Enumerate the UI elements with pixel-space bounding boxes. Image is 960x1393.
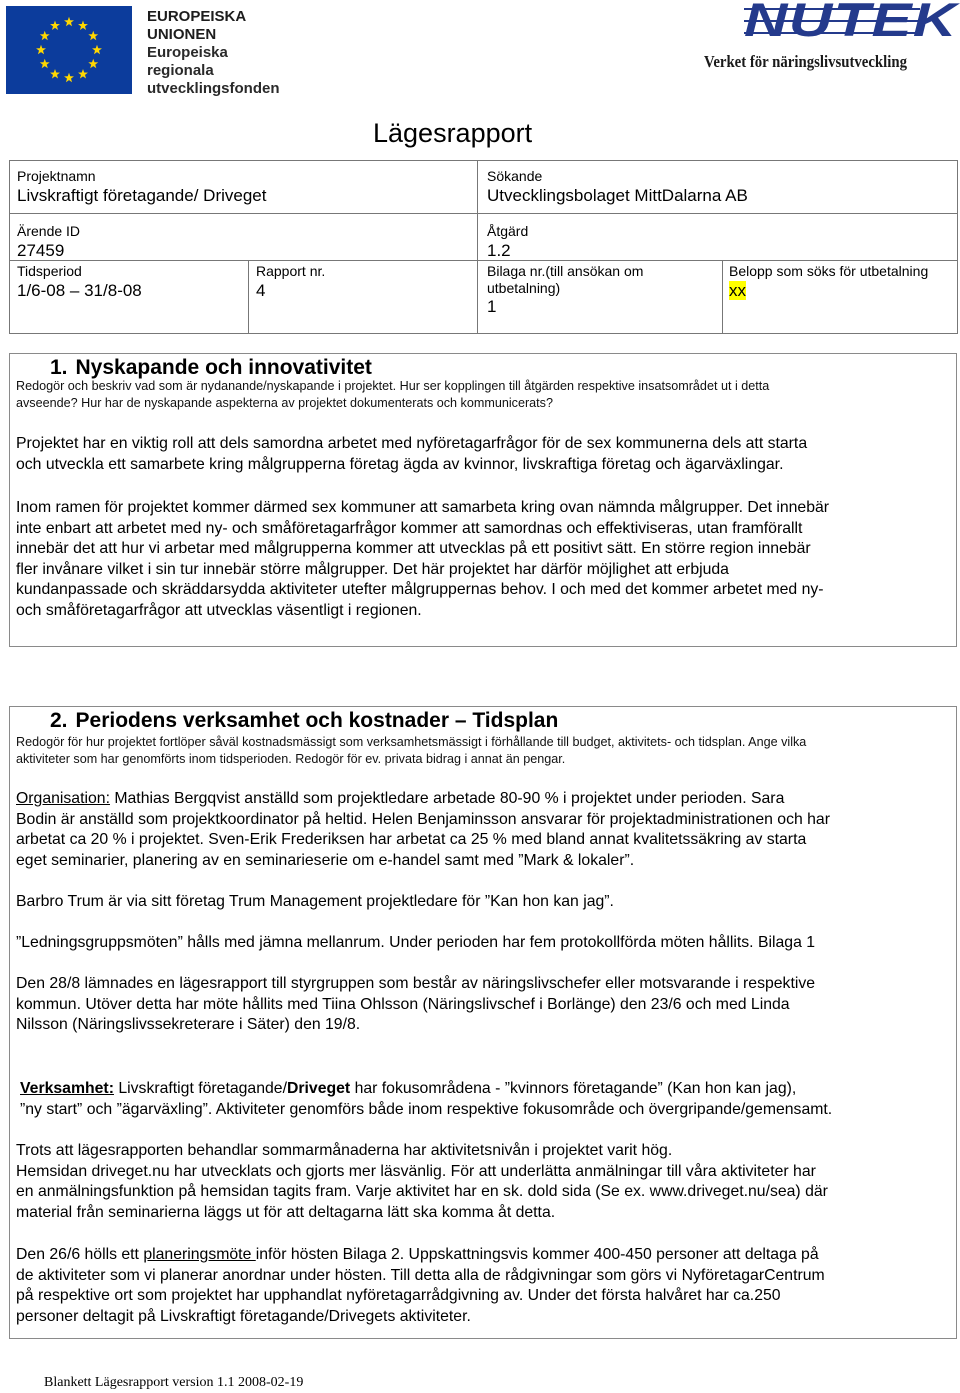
belopp-value [729,281,746,301]
section-1-title: Nyskapande och innovativitet [75,356,372,379]
text-line: och utveckla ett samarbete kring målgrupperna företag ägda av kvinnor, livskraftiga företag och ägarväxlingar. [16,455,784,473]
arende-value: 27459 [17,241,65,260]
eu-star-icon [78,69,88,78]
eu-star-icon [88,59,98,68]
text-line: arbetat ca 20 % i projektet. Sven-Erik Frederiksen har arbetat ca 25 % med bland annat kvalitetssäkring av starta [16,831,807,849]
text-span: Mathias Bergqvist anställd som projektledare arbetade 80-90 % i projektet under perioden. Sara [109,790,785,807]
section-1-para-2 [16,498,829,622]
eu-star-icon [64,73,74,82]
table-rule [248,260,249,334]
text-line: de aktiviteter som vi planerar anordnar under hösten. Till detta alla de rådgivningar som görs vi NyföretagarCentrum [16,1266,825,1284]
text-line: Den 28/8 lämnades en lägesrapport till styrgruppen som består av näringslivschefer eller motsvarande i respektive [16,975,816,992]
text-line: Trots att lägesrapporten behandlar sommarmånaderna har aktivitetsnivån i projektet varit hög. [16,1142,673,1159]
eu-star-icon [64,17,74,26]
planering-para [16,1245,825,1327]
text-line: kundanpassade och skräddarsydda aktiviteter utefter målgruppernas behov. I och med det kommer arbetet med ny- [16,581,824,599]
text-span: inför hösten Bilaga 2. Uppskattningsvis kommer 400-450 personer att deltaga på [255,1246,819,1263]
barbro-para: Barbro Trum är via sitt företag Trum Management projektledare för ”Kan hon kan jag”. [16,893,614,910]
text-line [16,1245,825,1266]
text-line: innebär det att hur vi arbetar med målgrupperna kommer att utvecklas på ett positivt sätt. En större region innebär [16,540,811,558]
section-2-heading [50,709,558,733]
text-line: fler invånare vilket i sin tur innebär större målgrupper. Det här projektet har därför möjlighet att erbjuda [16,560,729,578]
section-2-instructions [16,734,806,767]
eu-star-icon [92,45,102,54]
text-line: på respektive ort som projektet har upphandlat nyföretagarrådgivning av. Under det första halvåret har ca.250 [16,1287,781,1305]
planeringsmote-link: planeringsmöte [143,1246,256,1263]
tidsperiod-value: 1/6-08 – 31/8-08 [17,281,142,300]
text-span: Livskraftigt företagande/ [113,1080,287,1097]
text-line: eget seminarier, planering av en seminarieserie om e-handel samt med ”Mark & lokaler”. [16,851,635,869]
text-line: och småföretagarfrågor att utvecklas väsentligt i regionen. [16,601,422,619]
text-line: en anmälningsfunktion på hemsidan tagits fram. Varje aktivitet har en sk. dold sida (Se ex. www.driveget.nu/sea) där [16,1183,828,1201]
text-line: material från seminarierna läggs ut för att deltagarna lätt ska komma åt detta. [16,1203,556,1221]
table-rule [957,160,958,334]
nutek-logo [700,0,956,80]
bilaga-value: 1 [487,297,497,316]
text-line: kommun. Utöver detta har möte hållits med Tiina Ohlsson (Näringslivschef i Borlänge) den 23/6 och med Linda [16,995,790,1013]
text-line: Hemsidan driveget.nu har utvecklats och gjorts mer läsvänlig. För att underlätta anmälningar till våra aktiviteter har [16,1162,816,1180]
table-rule [9,333,958,334]
eu-line-5: utvecklingsfonden [147,80,280,97]
text-span: Den 26/6 hölls ett [16,1246,144,1263]
table-rule [477,160,478,334]
text-span: har fokusområdena - ”kvinnors företagande” (Kan hon kan jag), [350,1080,797,1097]
instruction-line: Redogör för hur projektet fortlöper såväl kostnadsmässigt som verksamhetsmässigt i förhållande till budget, aktivitets- och tidsplan. Ange vilka [16,735,807,749]
eu-line-2: UNIONEN [147,26,217,43]
text-line: Bodin är anställd som projektkoordinator på heltid. Helen Benjaminsson ansvarar för projektadministrationen och har [16,810,830,828]
section-1-para-1 [16,434,807,475]
text-line: Projektet har en viktig roll att dels samordna arbetet med nyföretagarfrågor för de sex kommunerna dels att starta [16,435,808,452]
nutek-tagline: Verket för näringslivsutveckling [704,52,907,71]
text-line [16,789,830,810]
text-line: ”ny start” och ”ägarväxling”. Aktiviteter genomförs både inom respektive fokusområde och övergripande/gemensamt. [20,1100,833,1118]
text-line: Inom ramen för projektet kommer därmed sex kommuner att samarbeta kring ovan nämnda målgrupper. Det innebär [16,499,830,516]
arende-label: Ärende ID [17,223,81,239]
projektnamn-label: Projektnamn [17,168,96,184]
verksamhet-para [20,1079,832,1120]
eu-line-3: Europeiska [147,44,228,61]
organisation-label: Organisation: [16,790,110,807]
text-line: inte enbart att arbetet med ny- och småföretagarfrågor kommer att samordnas och effektiviseras, utan framförallt [16,519,803,537]
section-1-heading [50,356,372,380]
text-line [20,1079,832,1100]
page-title: Lägesrapport [373,118,533,148]
rapport-value: 4 [256,281,266,300]
trots-para [16,1141,828,1223]
section-1-number: 1. [50,356,68,379]
bilaga-label: utbetalning) [487,280,561,296]
sokande-label: Sökande [487,168,543,184]
nutek-wordmark: NUTEK [744,0,958,46]
text-line: personer deltagit på Livskraftigt företagande/Drivegets aktiviteter. [16,1307,471,1325]
table-rule [9,213,958,214]
driveget-bold: Driveget [286,1080,351,1097]
belopp-highlight: xx [729,281,746,300]
eu-stars-icon [6,6,132,94]
eu-star-icon [50,21,60,30]
section-1-instructions [16,378,769,411]
table-rule [9,160,958,161]
eu-star-icon [36,45,46,54]
table-rule [722,260,723,334]
text-line: Nilsson (Näringslivssekreterare i Säter) den 19/8. [16,1016,361,1034]
belopp-label: Belopp som söks för utbetalning [729,263,929,279]
eu-star-icon [40,31,50,40]
eu-line-4: regionala [147,62,214,79]
section-2-title: Periodens verksamhet och kostnader – Tidsplan [75,709,559,732]
projektnamn-value: Livskraftigt företagande/ Driveget [17,186,267,205]
verksamhet-label: Verksamhet: [20,1080,114,1097]
ledningsgrupp-para: ”Ledningsgruppsmöten” hålls med jämna mellanrum. Under perioden har fem protokollförda möten hållits. Bilaga 1 [16,934,816,951]
eu-star-icon [50,69,60,78]
sokande-value: Utvecklingsbolaget MittDalarna AB [487,186,748,205]
instruction-line: aktiviteter som har genomförts inom tidsperioden. Redogör för ev. privata bidrag i annat än pengar. [16,751,566,766]
organisation-para [16,789,830,871]
instruction-line: Redogör och beskriv vad som är nydanande/nyskapande i projektet. Hur ser kopplingen till åtgärden respektive insatsområdet ut i detta [16,379,770,393]
atgard-label: Åtgärd [487,223,529,239]
styrgrupp-para [16,974,815,1036]
eu-flag-icon [6,6,132,94]
tidsperiod-label: Tidsperiod [17,263,82,279]
eu-logo-text [147,8,282,98]
table-rule [9,160,10,334]
bilaga-label: Bilaga nr.(till ansökan om [487,263,644,279]
eu-star-icon [78,21,88,30]
instruction-line: avseende? Hur har de nyskapande aspekterna av projektet dokumenterats och kommunicerats? [16,395,553,410]
eu-star-icon [40,59,50,68]
footer-version: Blankett Lägesrapport version 1.1 2008-02-19 [44,1375,304,1390]
section-2-number: 2. [50,709,68,732]
eu-line-1: EUROPEISKA [147,8,247,25]
eu-logo [6,6,278,98]
atgard-value: 1.2 [487,241,511,260]
eu-star-icon [88,31,98,40]
table-rule [9,260,958,261]
rapport-label: Rapport nr. [256,263,326,279]
